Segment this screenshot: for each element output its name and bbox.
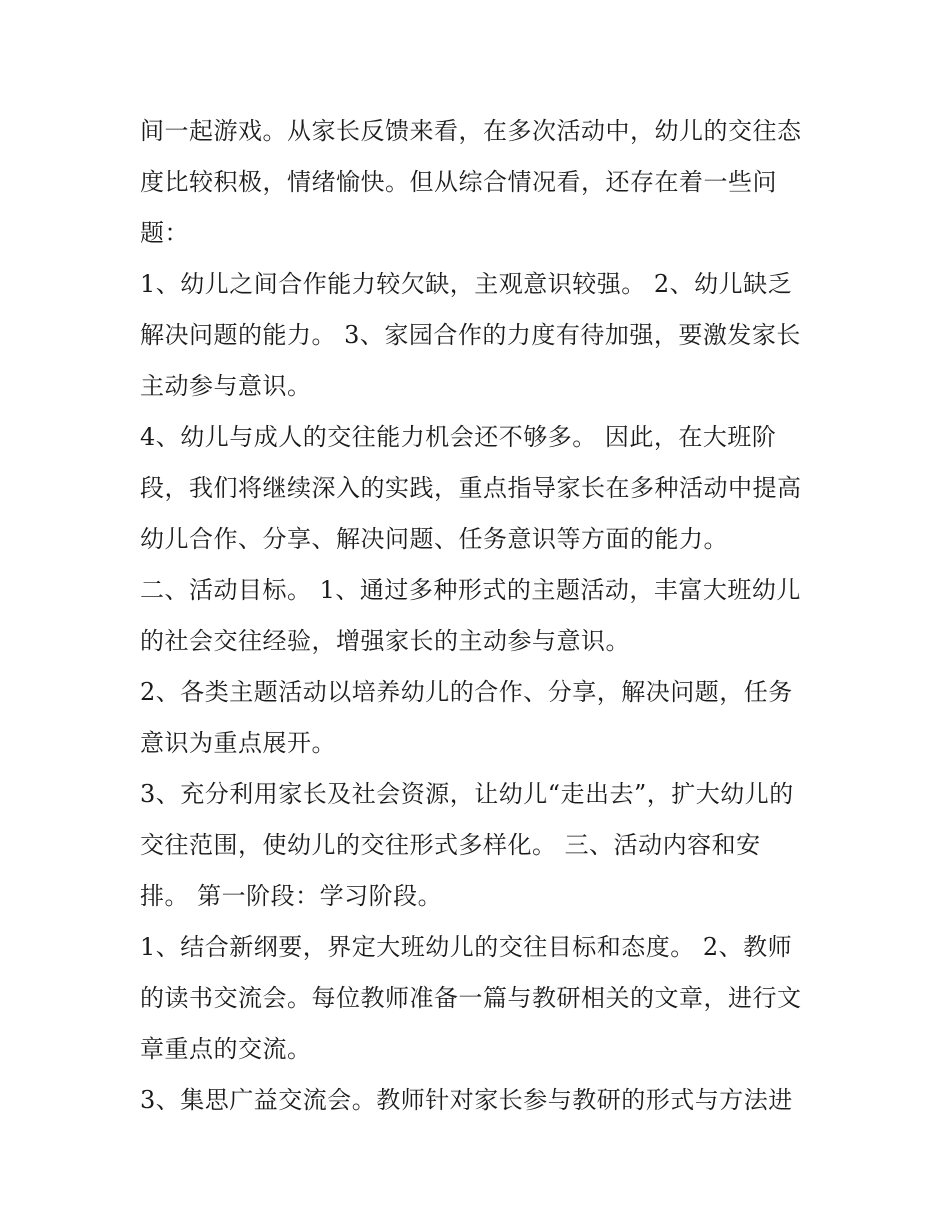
text-line: 2、各类主题活动以培养幼儿的合作、分享，解决问题，任务 — [140, 678, 793, 706]
text-line: 4、幼儿与成人的交往能力机会还不够多。 因此，在大班阶 — [140, 423, 777, 451]
text-line: 二、活动目标。 1、通过多种形式的主题活动，丰富大班幼儿 — [140, 576, 801, 604]
text-line: 的读书交流会。每位教师准备一篇与教研相关的文章，进行文 — [140, 984, 802, 1012]
text-line: 1、幼儿之间合作能力较欠缺，主观意识较强。 2、幼儿缺乏 — [140, 270, 793, 298]
text-line: 间一起游戏。从家长反馈来看，在多次活动中，幼儿的交往态 — [140, 117, 802, 145]
text-line: 3、集思广益交流会。教师针对家长参与教研的形式与方法进 — [140, 1086, 793, 1114]
text-line: 章重点的交流。 — [140, 1035, 312, 1063]
text-line: 的社会交往经验，增强家长的主动参与意识。 — [140, 627, 630, 655]
text-line: 段，我们将继续深入的实践，重点指导家长在多种活动中提高 — [140, 474, 802, 502]
text-line: 主动参与意识。 — [140, 372, 312, 400]
text-line: 意识为重点展开。 — [140, 729, 336, 757]
document-body — [140, 106, 820, 1126]
text-line: 度比较积极，情绪愉快。但从综合情况看，还存在着一些问 — [140, 168, 777, 196]
text-line: 解决问题的能力。 3、家园合作的力度有待加强，要激发家长 — [140, 321, 801, 349]
text-line: 排。 第一阶段：学习阶段。 — [140, 882, 443, 910]
text-line: 题： — [140, 219, 189, 247]
text-line: 1、结合新纲要，界定大班幼儿的交往目标和态度。 2、教师 — [140, 933, 793, 961]
text-line: 幼儿合作、分享、解决问题、任务意识等方面的能力。 — [140, 525, 728, 553]
text-line: 交往范围，使幼儿的交往形式多样化。 三、活动内容和安 — [140, 831, 761, 859]
text-line: 3、充分利用家长及社会资源，让幼儿“走出去”，扩大幼儿的 — [140, 780, 794, 808]
